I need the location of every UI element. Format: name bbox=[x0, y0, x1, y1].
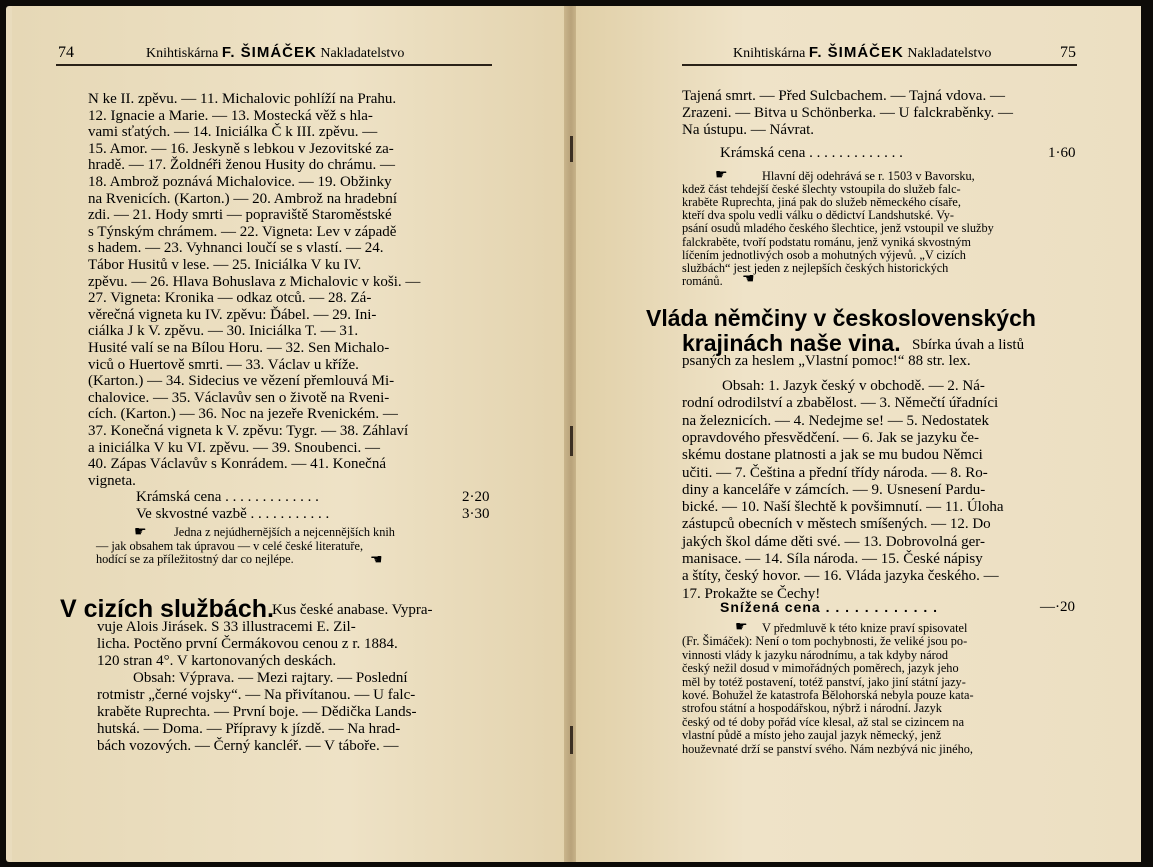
header-rule bbox=[682, 64, 1077, 66]
text-line: (Fr. Šimáček): Není o tom pochybnosti, že veliké jsou po- bbox=[682, 634, 968, 649]
text-line: a iniciálka V ku VI. zpěvu. — 39. Snoubenci. — bbox=[88, 439, 381, 456]
reduced-price-label: Snížená cena . . . . . . . . . . . . bbox=[720, 599, 939, 615]
text-line: kraběte Ruprechta, jiná pak do služeb německého císaře, bbox=[682, 195, 961, 210]
text-line: kdež část tehdejší české šlechty vstoupila do služeb falc- bbox=[682, 182, 961, 197]
price-label: Ve skvostné vazbě . . . . . . . . . . . bbox=[136, 506, 330, 522]
price-value: 2·20 bbox=[462, 489, 490, 505]
text-line: zástupců obecních v městech smíšených. — 12. Do bbox=[682, 516, 991, 533]
text-line: rodní odrodilství a zbabělost. — 3. Němečtí úřadníci bbox=[682, 395, 999, 412]
text-line: psání osudů mladého českého šlechtice, jenž vstoupil ve služby bbox=[682, 221, 994, 236]
text-line: diny a kanceláře v zámcích. — 9. Usnesení Pardu- bbox=[682, 481, 986, 498]
text-line: vlastní půdě a místo jeho zaujal jazyk německý, jenž bbox=[682, 728, 942, 743]
text-line: 15. Amor. — 16. Jeskyně s lebkou v Jezovitské za- bbox=[88, 140, 394, 157]
text-line: kteří dva spolu vedli válku o dědictví Landshutské. Vy- bbox=[682, 208, 954, 223]
header-brand: F. ŠIMÁČEK bbox=[221, 44, 317, 61]
running-header bbox=[146, 44, 404, 62]
text-line: bické. — 10. Naší šlechtě k povšimnutí. — 11. Úloha bbox=[682, 499, 1004, 516]
text-line: chalovice. — 35. Václavův sen o životě na Rveni- bbox=[88, 389, 390, 406]
text-line: líčením jednotlivých osob a mohutných výjevů. „V cizích bbox=[682, 247, 966, 262]
text-line: 17. Prokažte se Čechy! bbox=[682, 585, 821, 602]
text-line: jakých škol dáme děti své. — 13. Dobrovolná ger- bbox=[682, 533, 985, 550]
section-intro: Sbírka úvah a listů bbox=[912, 337, 1025, 353]
pointing-hand-icon: ☚ bbox=[742, 271, 755, 287]
text-line: (Karton.) — 34. Sidecius ve vězení přemlouvá Mi- bbox=[88, 373, 395, 390]
pointing-hand-icon: ☛ bbox=[134, 524, 147, 540]
page-number: 75 bbox=[1060, 44, 1076, 61]
binding-stitch bbox=[570, 726, 573, 754]
header-publisher: Nakladatelstvo bbox=[907, 46, 992, 61]
text-line: kové. Bohužel že katastrofa Bělohorská nebyla pouze kata- bbox=[682, 688, 974, 702]
text-line: český nežil dosud v mimořádných poměrech, jazyk jeho bbox=[682, 661, 959, 676]
text-line: Obsah: 1. Jazyk český v obchodě. — 2. Ná- bbox=[722, 378, 985, 394]
text-line: vami sťatých. — 14. Iniciálka Č k III. zpěvu. — bbox=[88, 124, 378, 141]
price-value: 1·60 bbox=[1048, 145, 1076, 161]
text-line: vigneta. bbox=[88, 472, 136, 489]
text-line: hradě. — 17. Žoldnéři ženou Husity do chrámu. — bbox=[88, 157, 396, 174]
running-header bbox=[733, 44, 991, 62]
text-line: cích. (Karton.) — 36. Noc na jezeře Rvenickém. — bbox=[88, 406, 398, 423]
price-label: Krámská cena . . . . . . . . . . . . . bbox=[136, 489, 319, 505]
text-line: N ke II. zpěvu. — 11. Michalovic pohlíží na Prahu. bbox=[88, 91, 397, 107]
text-line: hodící se za příležitostný dar co nejlépe. bbox=[96, 552, 294, 566]
text-line: věrečná vigneta ku IV. zpěvu: Ďábel. — 29. Ini- bbox=[88, 306, 377, 323]
text-line: 18. Ambrož poznává Michalovice. — 19. Obžinky bbox=[88, 174, 392, 190]
pointing-hand-icon: ☚ bbox=[370, 552, 383, 568]
text-line: — jak obsahem tak úpravou — v celé české literatuře, bbox=[96, 538, 364, 553]
text-line: psaných za heslem „Vlastní pomoc!“ 88 str. lex. bbox=[682, 353, 971, 369]
price-value: 3·30 bbox=[462, 506, 490, 522]
text-line: Tábor Husitů v lese. — 25. Iniciálka V ku IV. bbox=[88, 257, 362, 273]
binding-stitch bbox=[570, 136, 573, 162]
text-line: románů. bbox=[682, 273, 723, 288]
price-label: Krámská cena . . . . . . . . . . . . . bbox=[720, 145, 903, 161]
header-publisher: Nakladatelstvo bbox=[320, 46, 405, 61]
text-line: zdi. — 21. Hody smrti — popraviště Staroměstské bbox=[88, 207, 392, 224]
text-line: vuje Alois Jirásek. S 33 illustracemi E. Zil- bbox=[97, 619, 356, 635]
text-line: manisace. — 14. Síla národa. — 15. České nápisy bbox=[682, 551, 983, 567]
text-line: bách vozových. — Černý kancléř. — V táboře. — bbox=[97, 738, 399, 754]
text-line: hutská. — Doma. — Přípravy k jízdě. — Na hrad- bbox=[97, 721, 401, 737]
header-brand: F. ŠIMÁČEK bbox=[808, 44, 904, 61]
text-line: V předmluvě k této knize praví spisovatel bbox=[762, 621, 968, 635]
text-line: měl by totéž postavení, totéž panství, jako jiní státní jazy- bbox=[682, 674, 966, 689]
text-line: na Rvenicích. (Karton.) — 20. Ambrož na hradební bbox=[88, 190, 398, 207]
text-line: Zrazeni. — Bitva u Schönberka. — U falckraběnky. — bbox=[682, 105, 1014, 121]
section-title: V cizích službách. bbox=[60, 595, 274, 623]
text-line: ciálka J k V. zpěvu. — 30. Iniciálka T. — 31. bbox=[88, 323, 359, 340]
text-line: český od té doby pořád více klesal, až stal se cizincem na bbox=[682, 714, 965, 729]
text-line: službách“ jest jeden z nejlepších českých historických bbox=[682, 260, 949, 275]
text-line: zpěvu. — 26. Hlava Bohuslava z Michalovic v koši. — bbox=[88, 273, 421, 290]
page-number: 74 bbox=[58, 44, 74, 61]
section-intro: Kus české anabase. Vypra- bbox=[272, 602, 433, 618]
section-title: krajinách naše vina. bbox=[682, 330, 901, 356]
text-line: Hlavní děj odehrává se r. 1503 v Bavorsku, bbox=[762, 169, 975, 183]
text-line: Na ústupu. — Návrat. bbox=[682, 122, 815, 138]
text-line: s Týnským chrámem. — 22. Vigneta: Lev v západě bbox=[88, 223, 397, 240]
text-line: 27. Vigneta: Kronika — odkaz otců. — 28. Zá- bbox=[88, 290, 372, 307]
text-line: strofou státní a hospodářskou, nýbrž i národní. Jazyk bbox=[682, 701, 942, 716]
text-line: viců o Huertově smrti. — 33. Václav u kříže. bbox=[88, 356, 359, 373]
pointing-hand-icon: ☛ bbox=[715, 167, 728, 183]
text-line: Tajená smrt. — Před Sulcbachem. — Tajná vdova. — bbox=[682, 88, 1005, 104]
reduced-price-value: —·20 bbox=[1040, 599, 1075, 615]
text-line: učiti. — 7. Čeština a přední třídy národa. — 8. Ro- bbox=[682, 464, 988, 481]
text-line: rotmistr „černé vojsky“. — Na přivítanou. — U falc- bbox=[97, 687, 416, 703]
text-line: Obsah: Výprava. — Mezi rajtary. — Poslední bbox=[133, 670, 408, 686]
section-title: Vláda němčiny v československých bbox=[646, 305, 1036, 331]
text-line: a štíty, český hovor. — 16. Vláda jazyka českého. — bbox=[682, 568, 999, 585]
text-line: na železnicích. — 4. Nedejme se! — 5. Nedostatek bbox=[682, 412, 989, 429]
text-line: vinnosti vlády k jazyku národnímu, a tak kdyby národ bbox=[682, 647, 949, 662]
text-line: 12. Ignacie a Marie. — 13. Mostecká věž s hla- bbox=[88, 107, 373, 124]
binding-stitch bbox=[570, 426, 573, 456]
header-printer: Knihtiskárna bbox=[146, 46, 219, 61]
text-line: skému dostane platnosti a jak se mu budou Němci bbox=[682, 447, 983, 464]
header-rule bbox=[56, 64, 492, 66]
text-line: houževnaté drží se panství svého. Nám nezbývá nic jiného, bbox=[682, 741, 973, 756]
text-line: Husité valí se na Bílou Horu. — 32. Sen Michalo- bbox=[88, 340, 390, 356]
text-line: licha. Poctěno první Čermákovou cenou z r. 1884. bbox=[97, 636, 398, 652]
text-line: kraběte Ruprechta. — První boje. — Dědička Lands- bbox=[97, 704, 417, 720]
text-line: opravdového přesvědčení. — 6. Jak se jazyku če- bbox=[682, 429, 979, 446]
text-line: s hadem. — 23. Vyhnanci loučí se s vlastí. — 24. bbox=[88, 240, 384, 257]
text-line: Jedna z nejúdhernějších a nejcennějších knih bbox=[174, 525, 395, 539]
text-line: falckraběte, tvoří podstatu románu, jenž vyniká skvostným bbox=[682, 234, 971, 249]
text-line: 120 stran 4°. V kartonovaných deskách. bbox=[97, 653, 337, 669]
text-line: 40. Zápas Václavův s Konrádem. — 41. Konečná bbox=[88, 456, 386, 473]
text-line: 37. Konečná vigneta k V. zpěvu: Tygr. — 38. Záhlaví bbox=[88, 423, 409, 439]
pointing-hand-icon: ☛ bbox=[735, 619, 748, 635]
header-printer: Knihtiskárna bbox=[733, 46, 806, 61]
